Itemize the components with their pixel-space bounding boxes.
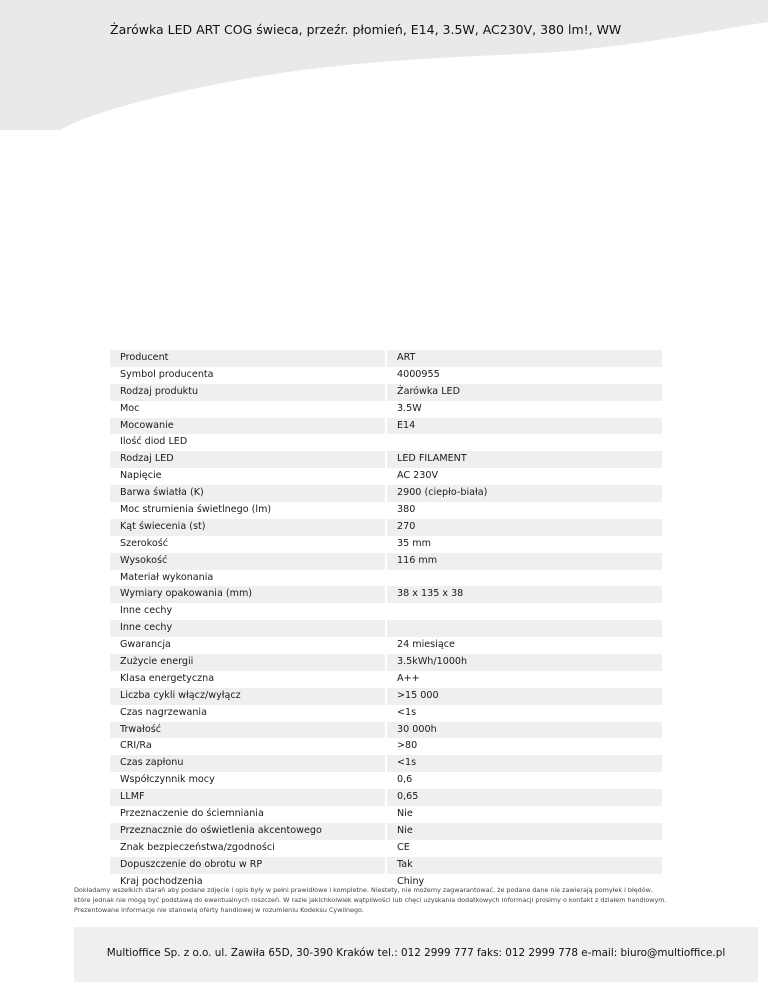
spec-value: Chiny: [387, 874, 662, 891]
spec-value: <1s: [387, 705, 662, 722]
spec-value: >15 000: [387, 688, 662, 705]
spec-row: [110, 536, 662, 553]
spec-row: [110, 468, 662, 485]
spec-value: <1s: [387, 755, 662, 772]
spec-label: Materiał wykonania: [110, 570, 385, 587]
spec-value: Nie: [387, 806, 662, 823]
spec-label: Znak bezpieczeństwa/zgodności: [110, 840, 385, 857]
spec-value: 24 miesiące: [387, 637, 662, 654]
spec-row: [110, 434, 662, 451]
spec-value: LED FILAMENT: [387, 451, 662, 468]
spec-row: [110, 823, 662, 840]
spec-label: Inne cechy: [110, 603, 385, 620]
spec-label: Zużycie energii: [110, 654, 385, 671]
spec-value: Tak: [387, 857, 662, 874]
spec-label: Wysokość: [110, 553, 385, 570]
spec-row: [110, 755, 662, 772]
spec-value: 35 mm: [387, 536, 662, 553]
spec-value: [387, 603, 662, 620]
spec-value: 3.5kWh/1000h: [387, 654, 662, 671]
spec-label: Ilość diod LED: [110, 434, 385, 451]
spec-value: 2900 (ciepło-biała): [387, 485, 662, 502]
spec-label: Rodzaj produktu: [110, 384, 385, 401]
disclaimer: [74, 885, 734, 916]
spec-row: [110, 620, 662, 637]
spec-row: [110, 705, 662, 722]
spec-row: [110, 688, 662, 705]
spec-row: [110, 586, 662, 603]
spec-row: [110, 384, 662, 401]
page-title: Żarówka LED ART COG świeca, przeźr. płomień, E14, 3.5W, AC230V, 380 lm!, WW: [110, 22, 622, 37]
spec-label: Napięcie: [110, 468, 385, 485]
spec-label: Wymiary opakowania (mm): [110, 586, 385, 603]
spec-value: CE: [387, 840, 662, 857]
spec-label: Przeznacznie do oświetlenia akcentowego: [110, 823, 385, 840]
spec-row: [110, 789, 662, 806]
spec-label: Klasa energetyczna: [110, 671, 385, 688]
spec-value: E14: [387, 418, 662, 435]
spec-value: >80: [387, 738, 662, 755]
spec-row: [110, 738, 662, 755]
spec-value: AC 230V: [387, 468, 662, 485]
spec-value: 4000955: [387, 367, 662, 384]
spec-row: [110, 451, 662, 468]
spec-label: Kąt świecenia (st): [110, 519, 385, 536]
disclaimer-line: Dokładamy wszelkich starań aby podane zdjęcie i opis były w pełni prawidłowe i kompletne. Niestety, nie możemy zagwarantować, że podane dane nie zawierają pomyłek i błędów,: [74, 886, 653, 894]
spec-table: [110, 350, 662, 891]
spec-value: 0,65: [387, 789, 662, 806]
spec-value: ART: [387, 350, 662, 367]
spec-row: [110, 654, 662, 671]
header-swoosh: [0, 0, 768, 130]
disclaimer-line: Prezentowane informacje nie stanowią oferty handlowej w rozumieniu Kodeksu Cywilnego.: [74, 906, 364, 915]
spec-value: [387, 434, 662, 451]
spec-row: [110, 857, 662, 874]
spec-label: Współczynnik mocy: [110, 772, 385, 789]
spec-label: Przeznaczenie do ściemniania: [110, 806, 385, 823]
spec-row: [110, 772, 662, 789]
spec-value: 380: [387, 502, 662, 519]
disclaimer-line: które jednak nie mogą być podstawą do ewentualnych roszczeń. W razie jakichkolwiek wątpliwości lub chęci uzyskania dodatkowych informacji prosimy o kontakt z działem handlowym.: [74, 896, 667, 905]
spec-label: Barwa światła (K): [110, 485, 385, 502]
spec-label: Czas nagrzewania: [110, 705, 385, 722]
spec-value: 0,6: [387, 772, 662, 789]
spec-row: [110, 502, 662, 519]
spec-value: 38 x 135 x 38: [387, 586, 662, 603]
spec-label: Rodzaj LED: [110, 451, 385, 468]
spec-label: Producent: [110, 350, 385, 367]
spec-row: [110, 553, 662, 570]
footer: [74, 927, 758, 982]
spec-row: [110, 519, 662, 536]
spec-label: Trwałość: [110, 722, 385, 739]
spec-row: [110, 401, 662, 418]
spec-value: 116 mm: [387, 553, 662, 570]
footer-contact: Multioffice Sp. z o.o. ul. Zawiła 65D, 30-390 Kraków tel.: 012 2999 777 faks: 012 2999 778 e-mail: biuro@multioffice.pl: [106, 947, 726, 959]
spec-value: Żarówka LED: [387, 384, 662, 401]
spec-row: [110, 350, 662, 367]
spec-row: [110, 806, 662, 823]
spec-row: [110, 603, 662, 620]
spec-value: 270: [387, 519, 662, 536]
spec-label: Czas zapłonu: [110, 755, 385, 772]
spec-value: [387, 620, 662, 637]
spec-label: Dopuszczenie do obrotu w RP: [110, 857, 385, 874]
spec-row: [110, 367, 662, 384]
spec-row: [110, 418, 662, 435]
spec-value: [387, 570, 662, 587]
spec-label: Kraj pochodzenia: [110, 874, 385, 891]
spec-value: 30 000h: [387, 722, 662, 739]
spec-label: CRI/Ra: [110, 738, 385, 755]
spec-label: Inne cechy: [110, 620, 385, 637]
spec-label: Moc strumienia świetlnego (lm): [110, 502, 385, 519]
spec-label: Liczba cykli włącz/wyłącz: [110, 688, 385, 705]
spec-label: Gwarancja: [110, 637, 385, 654]
spec-value: Nie: [387, 823, 662, 840]
spec-row: [110, 570, 662, 587]
spec-label: LLMF: [110, 789, 385, 806]
spec-label: Szerokość: [110, 536, 385, 553]
spec-row: [110, 485, 662, 502]
spec-label: Mocowanie: [110, 418, 385, 435]
spec-label: Symbol producenta: [110, 367, 385, 384]
spec-label: Moc: [110, 401, 385, 418]
spec-value: A++: [387, 671, 662, 688]
spec-row: [110, 637, 662, 654]
spec-row: [110, 840, 662, 857]
spec-value: 3.5W: [387, 401, 662, 418]
spec-row: [110, 671, 662, 688]
spec-row: [110, 722, 662, 739]
